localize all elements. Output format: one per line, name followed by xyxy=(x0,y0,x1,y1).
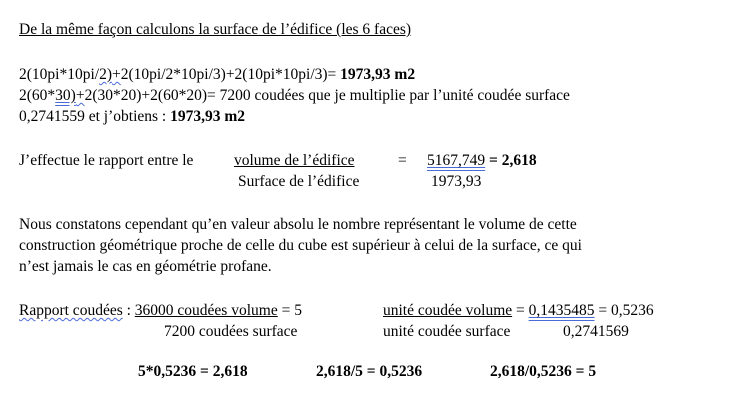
ratio1-numerator xyxy=(427,150,537,171)
ratio2-equals-2: = xyxy=(512,302,529,319)
surface-formula-coudees xyxy=(19,85,570,106)
ratio1-numerator-label: volume de l’édifice xyxy=(234,152,355,169)
ratio1-denominator-value: 1973,93 xyxy=(431,173,482,190)
section-heading: De la même façon calculons la surface de l’édifice (les 6 faces) xyxy=(19,21,412,38)
formula3-text: 0,2741559 et j’obtiens : xyxy=(19,108,171,125)
ratio2-equals-3: = 0,5236 xyxy=(594,302,654,319)
ratio2-colon: : xyxy=(122,302,135,319)
ratio2-denominator-2-value: 0,2741569 xyxy=(563,323,629,340)
ratio1-prefix: J’effectue le rapport entre le xyxy=(19,152,194,169)
ratio2-denominator-2: unité coudée surface xyxy=(383,323,511,340)
paragraph-line-3: n’est jamais le cas en géométrie profane. xyxy=(19,258,272,275)
ratio1-numerator-value: 5167,749 xyxy=(427,152,486,169)
ratio2-numerator-2: unité coudée volume xyxy=(383,302,513,319)
ratio1-result: = 2,618 xyxy=(485,152,537,169)
ratio2-denominator-1: 7200 coudées surface xyxy=(164,323,298,340)
formula2-part3: + xyxy=(75,87,85,104)
surface-formula-cylinder xyxy=(19,64,415,85)
ratio1-equals: = xyxy=(398,152,407,169)
ratio2-equals-1: = 5 xyxy=(277,302,302,319)
ratio2-numerator-1: 36000 coudées volume xyxy=(134,302,278,319)
formula1-part4: 2(10pi/2*10pi/3)+2(10pi*10pi/3)= xyxy=(120,66,341,83)
formula1-part2: 2) xyxy=(99,66,113,83)
result-3: 2,618/0,5236 = 5 xyxy=(490,363,597,380)
formula1-part1: 2(10pi*10pi/ xyxy=(19,66,100,83)
formula3-result: 1973,93 m2 xyxy=(170,108,246,125)
surface-conversion xyxy=(19,106,245,127)
ratio2-second xyxy=(383,300,654,321)
paragraph-line-1: Nous constatons cependant qu’en valeur absolu le nombre représentant le volume de cette xyxy=(19,216,577,233)
ratio2-numerator-2-value: 0,1435485 xyxy=(528,302,595,319)
formula2-part1: 2(60* xyxy=(19,87,56,104)
formula2-part2: 30) xyxy=(55,87,76,104)
formula1-result: 1973,93 m2 xyxy=(340,66,416,83)
ratio2-label: Rapport coudées xyxy=(19,302,123,319)
formula1-part3: + xyxy=(112,66,121,83)
paragraph-line-2: construction géométrique proche de celle du cube est supérieur à celui de la surface, ce qui xyxy=(19,237,582,254)
ratio1-denominator-label: Surface de l’édifice xyxy=(238,173,360,190)
formula2-part4: 2(30*20)+2(60*20)= 7200 coudées que je multiplie par l’unité coudée surface xyxy=(84,87,570,104)
result-2: 2,618/5 = 0,5236 xyxy=(316,363,423,380)
ratio2-line xyxy=(19,300,302,321)
result-1: 5*0,5236 = 2,618 xyxy=(138,363,248,380)
